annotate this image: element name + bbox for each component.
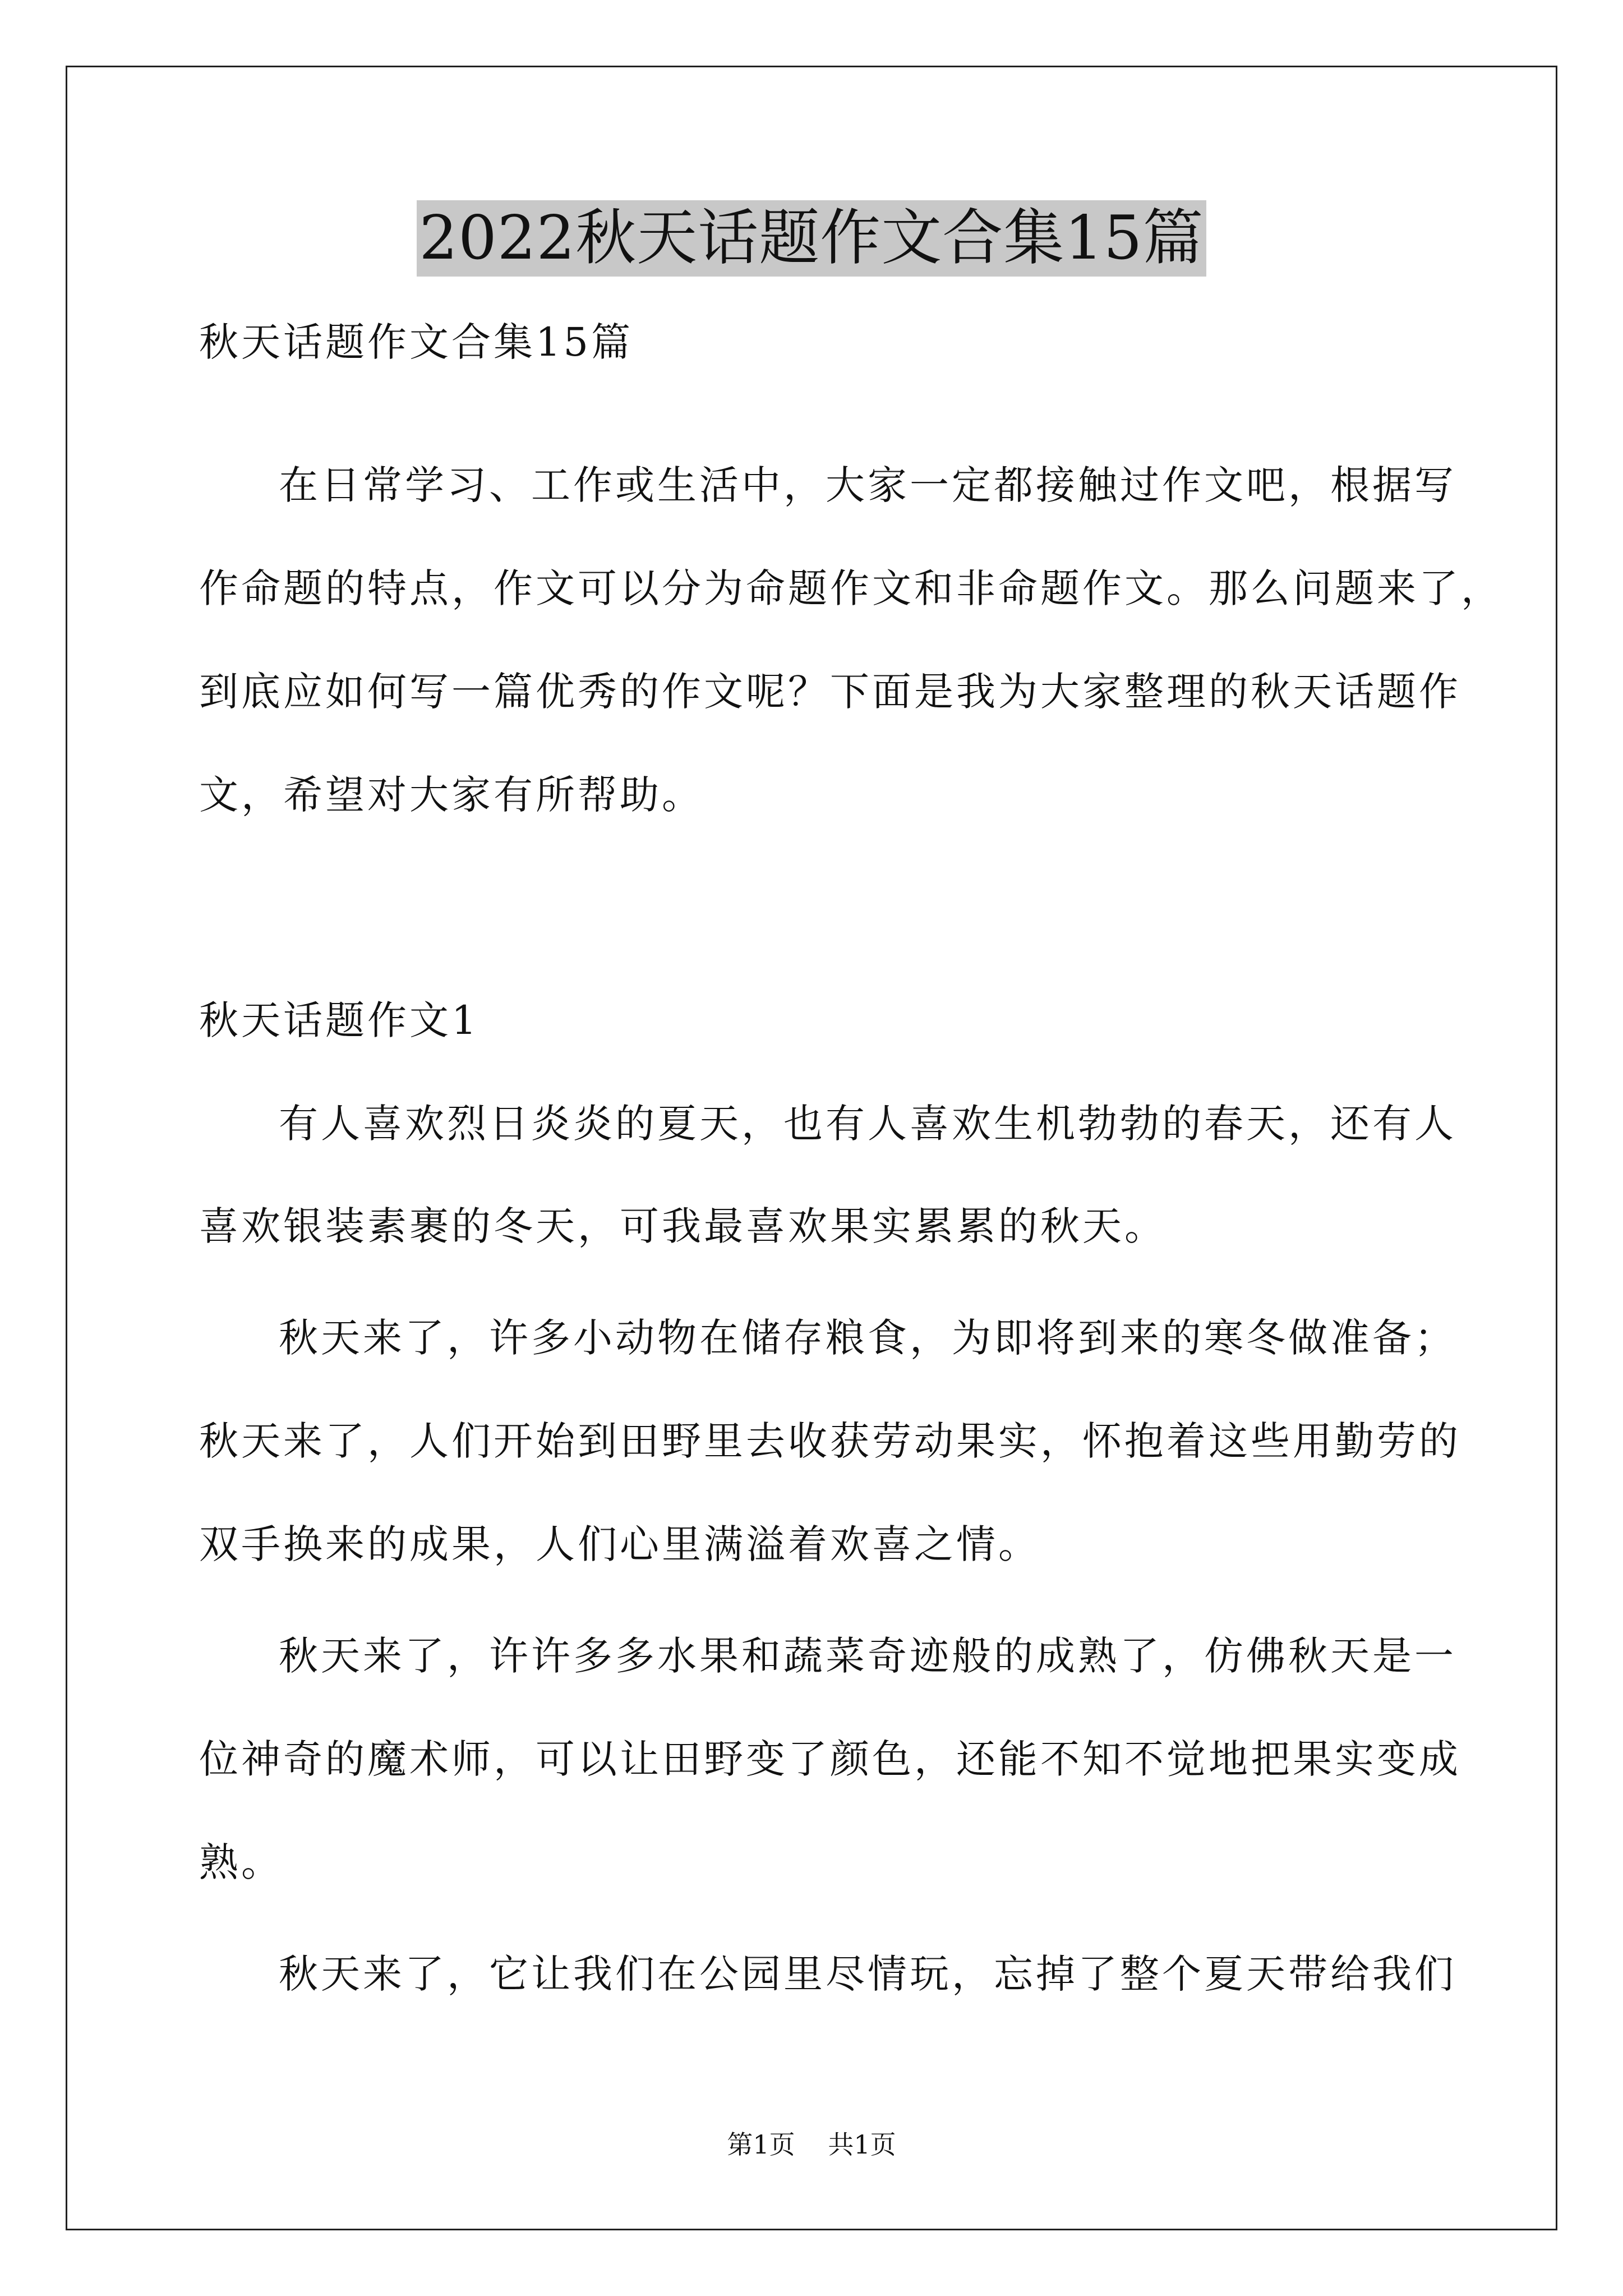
body-line: 文，希望对大家有所帮助。: [199, 772, 704, 818]
body-line: 在日常学习、工作或生活中，大家一定都接触过作文吧，根据写: [279, 462, 1456, 508]
body-line: 熟。: [199, 1839, 283, 1885]
body-line: 喜欢银装素裹的冬天，可我最喜欢果实累累的秋天。: [199, 1203, 1166, 1249]
page-number: 第1页: [727, 2129, 795, 2160]
section-heading: 秋天话题作文1: [199, 997, 479, 1043]
body-line: 秋天来了，许许多多水果和蔬菜奇迹般的成熟了，仿佛秋天是一: [279, 1633, 1456, 1679]
body-line: 双手换来的成果，人们心里满溢着欢喜之情。: [199, 1521, 1040, 1567]
page-total: 共1页: [828, 2129, 896, 2160]
body-line: 秋天来了，许多小动物在储存粮食，为即将到来的寒冬做准备；: [279, 1315, 1456, 1361]
subtitle-line: 秋天话题作文合集15篇: [199, 319, 634, 365]
page-footer: [0, 2128, 1623, 2161]
body-line: 作命题的特点，作文可以分为命题作文和非命题作文。那么问题来了，: [199, 565, 1503, 611]
title-container: [0, 200, 1623, 277]
body-line: 有人喜欢烈日炎炎的夏天，也有人喜欢生机勃勃的春天，还有人: [279, 1101, 1456, 1147]
document-title: 2022秋天话题作文合集15篇: [417, 200, 1206, 277]
body-line: 位神奇的魔术师，可以让田野变了颜色，还能不知不觉地把果实变成: [199, 1736, 1461, 1782]
body-line: 到底应如何写一篇优秀的作文呢？下面是我为大家整理的秋天话题作: [199, 669, 1461, 715]
body-line: 秋天来了，人们开始到田野里去收获劳动果实，怀抱着这些用勤劳的: [199, 1418, 1461, 1464]
body-line: 秋天来了，它让我们在公园里尽情玩，忘掉了整个夏天带给我们: [279, 1951, 1456, 1997]
